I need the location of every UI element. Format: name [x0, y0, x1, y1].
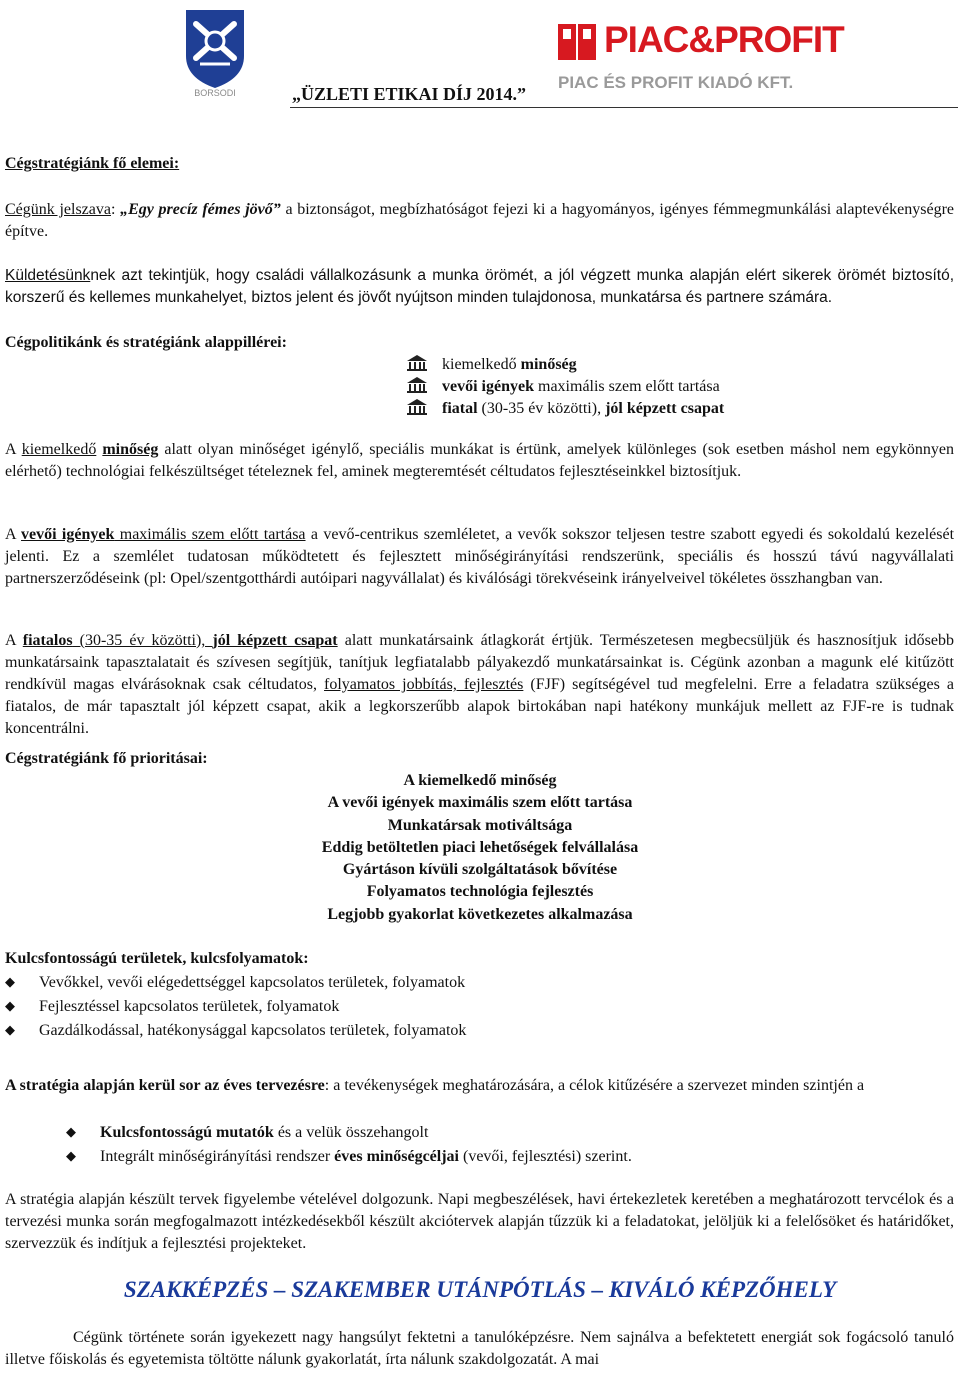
- strategy-elements-heading: Cégstratégiánk fő elemei:: [5, 155, 180, 172]
- priorities-heading: Cégstratégiánk fő prioritásai:: [5, 750, 208, 767]
- key-area-text: Gazdálkodással, hatékonysággal kapcsolatos területek, folyamatok: [39, 1022, 467, 1039]
- team-paragraph: [5, 630, 954, 740]
- key-area-text: Fejlesztéssel kapcsolatos területek, folyamatok: [39, 998, 340, 1015]
- pillar-bold: minőség: [520, 356, 577, 373]
- borsodi-logo-text: BORSODI: [194, 88, 236, 98]
- piac-profit-logo: [556, 18, 844, 98]
- building-icon: [406, 398, 428, 416]
- priority-item: Folyamatos technológia fejlesztés: [366, 883, 594, 900]
- diamond-bullet-icon: ◆: [66, 1124, 76, 1139]
- team-a: A: [5, 632, 23, 649]
- pillar-item: [406, 354, 577, 376]
- quality-u1: kiemelkedő: [21, 441, 97, 458]
- pillar-bold: fiatal: [442, 400, 478, 417]
- customer-a: A: [5, 526, 22, 543]
- diamond-bullet-icon: ◆: [66, 1148, 76, 1163]
- mission-rest: nek azt tekintjük, hogy családi vállalkozásunk a munka örömét, a jól végzett munka alapján elért sikerek örömét biztosító, korszerű és kellemes munkahelyet, biztos jelent és jövőt nyújtson minden tulajdonosa, munkatársa és partnere számára.: [5, 267, 954, 306]
- team-u3: jól képzett csapat: [212, 632, 338, 649]
- planning-item: [66, 1145, 632, 1167]
- page-header: [0, 0, 960, 110]
- planning-rest: : a tevékenységek meghatározására, a célok kitűzésére a szervezet minden szintjén a: [324, 1077, 865, 1094]
- pillar-item: [406, 398, 724, 420]
- planning-paragraph: [5, 1075, 954, 1097]
- training-paragraph: Cégünk története során igyekezett nagy hangsúlyt fektetni a tanulóképzésre. Nem sajnálva a befektetett energiát sok fogácsoló tanuló illetve főiskolás és egyetemista töltötte nálunk gyakorlatát, írta nálunk szakdolgozatát. A mai: [5, 1329, 954, 1368]
- quality-paragraph: [5, 439, 954, 483]
- customer-u2: maximális szem előtt tartása: [114, 526, 306, 543]
- motto-rest: a biztonságot, megbízhatóságot fejezi ki a hagyományos, igényes fémmegmunkálási alaptevékenységre építve.: [5, 201, 955, 240]
- planning-item-bold: éves minőségcéljai: [334, 1148, 459, 1165]
- motto-label: Cégünk jelszava: [5, 201, 111, 218]
- diamond-bullet-icon: ◆: [5, 998, 15, 1013]
- quality-a: A: [5, 441, 22, 458]
- motto-paragraph: [5, 199, 954, 243]
- borsodi-logo: [178, 6, 252, 98]
- key-area-text: Vevőkkel, vevői elégedettséggel kapcsolatos területek, folyamatok: [39, 974, 466, 991]
- quality-rest: alatt olyan minőséget igénylő, speciális munkákat is értünk, amelyek különleges (sok esetben máshol nem egykönnyen elérhető) technológiai felkészültséget tételeznek fel, aminek megteremtését céltudatos fejlesztéseinkkel biztosítjuk.: [5, 441, 955, 480]
- pillar-text: kiemelkedő: [442, 356, 521, 373]
- team-u4: folyamatos jobbítás, fejlesztés: [324, 676, 524, 693]
- planning-item: [66, 1121, 428, 1143]
- building-icon: [406, 354, 428, 372]
- motto-colon: :: [110, 201, 121, 218]
- planning-item-text: Integrált minőségirányítási rendszer: [100, 1148, 335, 1165]
- mission-paragraph: [5, 265, 954, 309]
- mission-underlined: Küldetésünk: [5, 267, 91, 284]
- pillar-item: [406, 376, 720, 398]
- planning-bold: A stratégia alapján kerül sor az éves tervezésre: [5, 1077, 325, 1094]
- plans-paragraph: A stratégia alapján készült tervek figyelembe vételével dolgozunk. Napi megbeszélések, havi értekezletek keretében a meghatározott tervcélok és a tervezési munka során megfogalmazott intézkedésekből készült akciótervek alapján tűzzük ki a feladatokat, jelöljük ki a felelősöket és határidőket, szervezzük és indítjuk a fejlesztési projekteket.: [5, 1191, 954, 1252]
- motto-quote: „Egy precíz fémes jövő”: [120, 201, 281, 218]
- pillar-text: maximális szem előtt tartása: [534, 378, 720, 395]
- diamond-bullet-icon: ◆: [5, 1022, 15, 1037]
- team-rest1: alatt munkatársaink átlagkorát értjük. Természetesen megbecsüljük és hasznosítjuk idősebb munkatársaink tapasztalatait és szívesen segítjük, tanítjuk legfiatalabb pályakezdő munkatársainkat is. Cégünk azonban a magunk elé kitűzött rendkívül magas elvárásoknak csak céltudatos,: [5, 632, 954, 693]
- priority-item: Gyártáson kívüli szolgáltatások bővítése: [342, 861, 618, 878]
- team-rest2: (FJF) segítségével tud megfelelni. Erre a feladatra szükséges a fiatalos, de már tapasztalt jól képzett csapat, akik a legkorszerűbb alapok birtokában napi hatékony munkájuk mellett az FJF-re is tudnak koncentrálni.: [5, 676, 955, 737]
- training-section-title: SZAKKÉPZÉS – SZAKEMBER UTÁNPÓTLÁS – KIVÁLÓ KÉPZŐHELY: [123, 1277, 837, 1302]
- quality-u2: minőség: [102, 441, 159, 458]
- planning-item-text: (vevői, fejlesztési) szerint.: [459, 1148, 632, 1165]
- key-area-item: [5, 995, 339, 1017]
- priority-item: Eddig betöltetlen piaci lehetőségek felvállalása: [321, 839, 639, 856]
- priority-item: Legjobb gyakorlat következetes alkalmazása: [327, 906, 633, 923]
- priority-item: A vevői igények maximális szem előtt tartása: [327, 794, 633, 811]
- diamond-bullet-icon: ◆: [5, 974, 15, 989]
- piac-profit-logo-subtitle: PIAC ÉS PROFIT KIADÓ KFT.: [558, 73, 794, 92]
- priority-item: Munkatársak motiváltsága: [387, 817, 573, 834]
- building-icon: [406, 376, 428, 394]
- pillars-heading: Cégpolitikánk és stratégiánk alappillérei:: [5, 334, 287, 351]
- pillar-bold: jól képzett csapat: [605, 400, 725, 417]
- key-area-item: [5, 1019, 466, 1041]
- planning-item-bold: Kulcsfontosságú mutatók: [100, 1124, 274, 1141]
- award-title: „ÜZLETI ETIKAI DÍJ 2014.”: [292, 84, 527, 104]
- pillar-text: (30-35 év közötti),: [477, 400, 606, 417]
- team-u2: (30-35 év közötti),: [72, 632, 213, 649]
- piac-profit-logo-word: PIAC&PROFIT: [604, 19, 844, 60]
- team-u1: fiatalos: [22, 632, 73, 649]
- pillar-bold: vevői igények: [442, 378, 534, 395]
- planning-item-text: és a velük összehangolt: [273, 1124, 429, 1141]
- priority-item: A kiemelkedő minőség: [403, 772, 557, 789]
- header-divider: [290, 107, 958, 108]
- customer-paragraph: [5, 524, 954, 590]
- customer-rest: a vevő-centrikus szemléletet, a vevők sokszor teljesen testre szabott egyedi és sokoldalú kezelését jelenti. Ez a szemlélet tudatosan működtetett és fejlesztett minőségirányítási rendszerünk, speciális és hosszú távú nagyvállalati partnerszerződéseink (pl: Opel/szentgotthárdi autóipari nagyvállalat) és kiválósági törekvéseink irányelveivel tökéletes összhangban van.: [5, 526, 955, 587]
- key-areas-heading: Kulcsfontosságú területek, kulcsfolyamatok:: [5, 950, 309, 967]
- pp-logo-icon: [556, 22, 600, 62]
- customer-u1: vevői igények: [21, 526, 115, 543]
- key-area-item: [5, 971, 465, 993]
